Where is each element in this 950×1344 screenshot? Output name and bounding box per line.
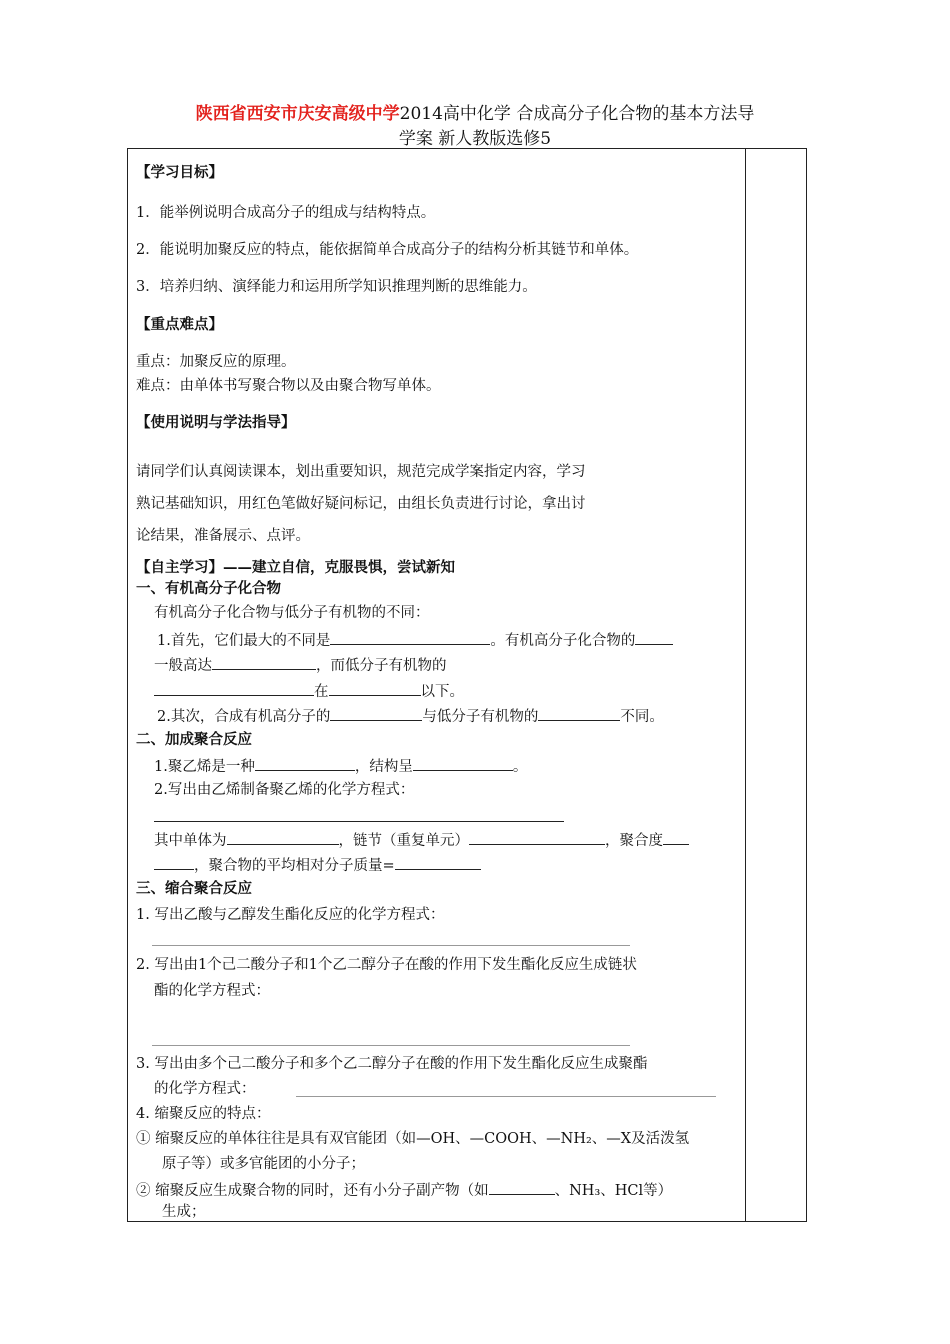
s2-question-1 (154, 755, 527, 777)
s3-question-2-line-a: 2. 写出由1个己二酸分子和1个乙二醇分子在酸的作用下发生酯化反应生成链状 (136, 957, 637, 973)
s2-question-3-line-b (154, 854, 481, 876)
section-1-title: 一、有机高分子化合物 (136, 580, 281, 597)
column-divider (745, 149, 746, 1221)
school-name: 陕西省西安市庆安高级中学 (195, 104, 400, 124)
s1-q1-text-b: 。有机高分子化合物的 (490, 633, 636, 649)
answer-blank[interactable] (212, 654, 316, 670)
answer-blank[interactable] (469, 829, 605, 845)
s1-q2-text-a: 2.其次，合成有机高分子的 (157, 709, 331, 725)
s3-question-1: 1. 写出乙酸与乙醇发生酯化反应的化学方程式： (136, 907, 445, 923)
answer-blank[interactable] (227, 829, 339, 845)
s2-question-3-line-a (154, 829, 689, 851)
answer-blank[interactable] (413, 755, 513, 771)
answer-blank[interactable] (255, 755, 355, 771)
goal-item-1: 1．能举例说明合成高分子的组成与结构特点。 (136, 205, 436, 221)
title-rest: 2014高中化学 合成高分子化合物的基本方法导 (399, 104, 755, 124)
section-3-title: 三、缩合聚合反应 (136, 880, 252, 897)
s1-q1-text-a: 1.首先，它们最大的不同是 (157, 633, 331, 649)
guide-line-1: 请同学们认真阅读课本，划出重要知识，规范完成学案指定内容，学习 (136, 464, 586, 480)
answer-line[interactable] (154, 821, 564, 822)
s3-question-2-line-b: 酯的化学方程式： (154, 983, 270, 999)
answer-blank[interactable] (330, 629, 490, 645)
answer-blank[interactable] (395, 854, 481, 870)
s3-characteristic-2-line-b: 生成； (162, 1204, 206, 1220)
s1-question-1-line-a (157, 629, 673, 651)
guide-line-2: 熟记基础知识，用红色笔做好疑问标记，由组长负责进行讨论，拿出讨 (136, 496, 586, 512)
section-1-intro: 有机高分子化合物与低分子有机物的不同： (154, 605, 430, 621)
s3-characteristic-1-line-b: 原子等）或多官能团的小分子； (162, 1156, 365, 1172)
s3-characteristic-2-line-a (136, 1179, 672, 1201)
document-title-line2: 学案 新人教版选修5 (398, 129, 552, 149)
section-2-title: 二、加成聚合反应 (136, 731, 252, 748)
s3-c2-text-b: 、NH₃、HCl等） (554, 1183, 673, 1199)
answer-line[interactable] (152, 945, 630, 946)
s2-q1-text-a: 1.聚乙烯是一种 (154, 759, 255, 775)
s2-q3-text-b: ，链节（重复单元） (338, 833, 469, 849)
s1-question-2 (157, 705, 664, 727)
difficult-point: 难点：由单体书写聚合物以及由聚合物写单体。 (136, 378, 441, 394)
answer-blank[interactable] (489, 1179, 555, 1195)
s1-q1-text-d: ，而低分子有机物的 (316, 658, 447, 674)
answer-blank[interactable] (154, 854, 194, 870)
s3-characteristic-1-line-a: ① 缩聚反应的单体往往是具有双官能团（如—OH、—COOH、—NH₂、—X及活泼氢 (136, 1131, 690, 1147)
s3-question-3-line-b: 的化学方程式： (154, 1081, 256, 1097)
self-study-heading: 【自主学习】——建立自信，克服畏惧，尝试新知 (136, 559, 455, 576)
s2-q3-text-a: 其中单体为 (154, 833, 227, 849)
goal-item-3: 3．培养归纳、演绎能力和运用所学知识推理判断的思维能力。 (136, 279, 537, 295)
answer-blank[interactable] (538, 705, 620, 721)
key-points-heading: 【重点难点】 (136, 316, 223, 333)
s2-q1-text-b: ，结构呈 (354, 759, 413, 775)
document-title-line1 (0, 103, 950, 125)
s2-question-2: 2.写出由乙烯制备聚乙烯的化学方程式： (154, 782, 415, 798)
s1-q1-text-c: 一般高达 (154, 658, 212, 674)
answer-blank[interactable] (635, 629, 673, 645)
goal-item-2: 2．能说明加聚反应的特点，能依据简单合成高分子的结构分析其链节和单体。 (136, 242, 639, 258)
s2-q3-text-d: ，聚合物的平均相对分子质量= (194, 858, 395, 874)
answer-blank[interactable] (329, 680, 421, 696)
answer-blank[interactable] (663, 829, 689, 845)
s1-q2-text-c: 不同。 (620, 709, 664, 725)
s3-question-4: 4. 缩聚反应的特点： (136, 1106, 271, 1122)
answer-line[interactable] (296, 1096, 716, 1097)
s3-c2-text-a: ② 缩聚反应生成聚合物的同时，还有小分子副产物（如 (136, 1183, 489, 1199)
s1-q1-text-f: 以下。 (420, 684, 464, 700)
guide-line-3: 论结果，准备展示、点评。 (136, 528, 310, 544)
s2-q3-text-c: ，聚合度 (605, 833, 663, 849)
answer-line[interactable] (152, 1045, 630, 1046)
answer-blank[interactable] (330, 705, 422, 721)
s1-q1-text-e: 在 (314, 684, 329, 700)
s1-q2-text-b: 与低分子有机物的 (422, 709, 539, 725)
key-point: 重点：加聚反应的原理。 (136, 354, 296, 370)
goals-heading: 【学习目标】 (136, 164, 223, 181)
s2-q1-text-c: 。 (512, 759, 528, 775)
answer-blank[interactable] (154, 680, 314, 696)
s1-question-1-line-c (154, 680, 464, 702)
s1-question-1-line-b (154, 654, 447, 676)
s3-question-3-line-a: 3. 写出由多个己二酸分子和多个乙二醇分子在酸的作用下发生酯化反应生成聚酯 (136, 1056, 648, 1072)
guide-heading: 【使用说明与学法指导】 (136, 414, 296, 431)
